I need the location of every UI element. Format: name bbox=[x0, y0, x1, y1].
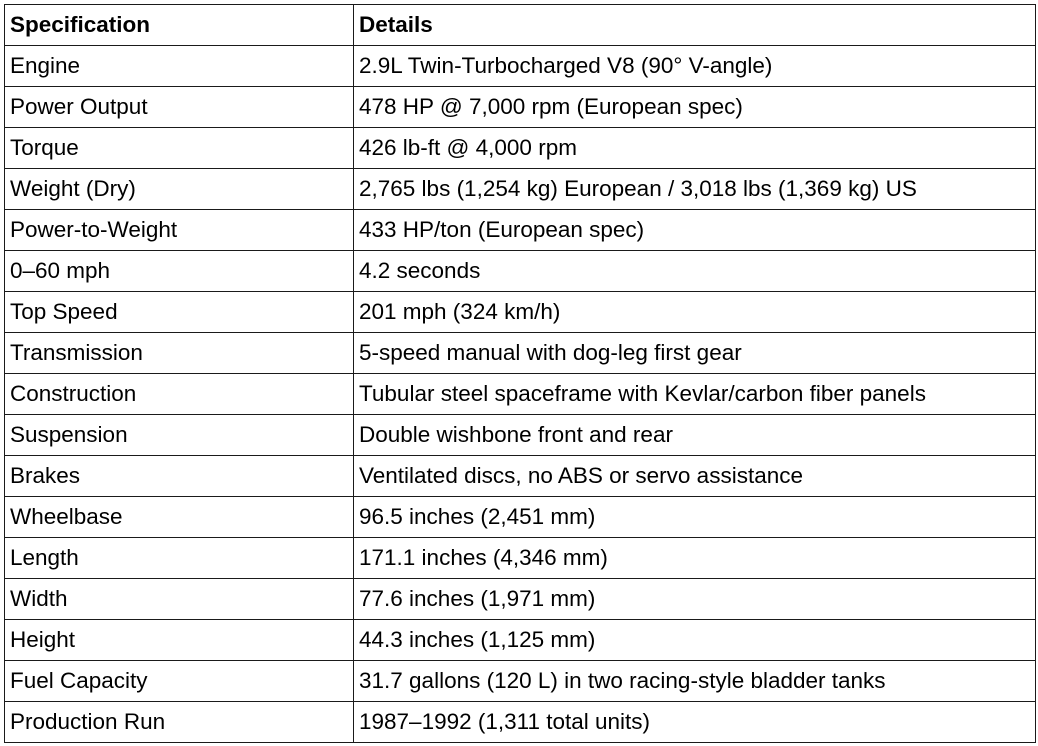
spec-name-cell: Weight (Dry) bbox=[5, 169, 354, 210]
header-row bbox=[5, 5, 1036, 46]
spec-name-cell: Transmission bbox=[5, 333, 354, 374]
spec-name-cell: 0–60 mph bbox=[5, 251, 354, 292]
spec-name-cell: Suspension bbox=[5, 415, 354, 456]
spec-name-cell: Top Speed bbox=[5, 292, 354, 333]
table-row bbox=[5, 87, 1036, 128]
table-body bbox=[5, 46, 1036, 743]
spec-detail-cell: 44.3 inches (1,125 mm) bbox=[354, 620, 1036, 661]
spec-detail-cell: 31.7 gallons (120 L) in two racing-style bladder tanks bbox=[354, 661, 1036, 702]
spec-detail-cell: 4.2 seconds bbox=[354, 251, 1036, 292]
spec-name-cell: Construction bbox=[5, 374, 354, 415]
table-row bbox=[5, 456, 1036, 497]
spec-name-cell: Brakes bbox=[5, 456, 354, 497]
header-details: Details bbox=[354, 5, 1036, 46]
spec-detail-cell: 5-speed manual with dog-leg first gear bbox=[354, 333, 1036, 374]
spec-detail-cell: Tubular steel spaceframe with Kevlar/carbon fiber panels bbox=[354, 374, 1036, 415]
spec-name-cell: Length bbox=[5, 538, 354, 579]
spec-detail-cell: 2,765 lbs (1,254 kg) European / 3,018 lbs (1,369 kg) US bbox=[354, 169, 1036, 210]
table-row bbox=[5, 661, 1036, 702]
spec-name-cell: Fuel Capacity bbox=[5, 661, 354, 702]
table-row bbox=[5, 415, 1036, 456]
spec-name-cell: Engine bbox=[5, 46, 354, 87]
table-row bbox=[5, 620, 1036, 661]
spec-name-cell: Production Run bbox=[5, 702, 354, 743]
specification-table bbox=[4, 4, 1036, 743]
table-row bbox=[5, 538, 1036, 579]
table-header bbox=[5, 5, 1036, 46]
spec-detail-cell: 426 lb-ft @ 4,000 rpm bbox=[354, 128, 1036, 169]
table-row bbox=[5, 333, 1036, 374]
spec-detail-cell: 478 HP @ 7,000 rpm (European spec) bbox=[354, 87, 1036, 128]
spec-detail-cell: Ventilated discs, no ABS or servo assistance bbox=[354, 456, 1036, 497]
spec-name-cell: Torque bbox=[5, 128, 354, 169]
table-row bbox=[5, 46, 1036, 87]
table-row bbox=[5, 128, 1036, 169]
spec-detail-cell: 2.9L Twin-Turbocharged V8 (90° V-angle) bbox=[354, 46, 1036, 87]
table-row bbox=[5, 292, 1036, 333]
spec-detail-cell: 1987–1992 (1,311 total units) bbox=[354, 702, 1036, 743]
spec-name-cell: Power-to-Weight bbox=[5, 210, 354, 251]
table-row bbox=[5, 210, 1036, 251]
spec-name-cell: Height bbox=[5, 620, 354, 661]
spec-name-cell: Power Output bbox=[5, 87, 354, 128]
table-row bbox=[5, 251, 1036, 292]
spec-name-cell: Wheelbase bbox=[5, 497, 354, 538]
table-row bbox=[5, 374, 1036, 415]
header-specification: Specification bbox=[5, 5, 354, 46]
table-row bbox=[5, 579, 1036, 620]
spec-detail-cell: Double wishbone front and rear bbox=[354, 415, 1036, 456]
spec-name-cell: Width bbox=[5, 579, 354, 620]
table-row bbox=[5, 169, 1036, 210]
spec-detail-cell: 171.1 inches (4,346 mm) bbox=[354, 538, 1036, 579]
spec-detail-cell: 433 HP/ton (European spec) bbox=[354, 210, 1036, 251]
spec-detail-cell: 96.5 inches (2,451 mm) bbox=[354, 497, 1036, 538]
spec-detail-cell: 77.6 inches (1,971 mm) bbox=[354, 579, 1036, 620]
table-row bbox=[5, 497, 1036, 538]
table-row bbox=[5, 702, 1036, 743]
spec-detail-cell: 201 mph (324 km/h) bbox=[354, 292, 1036, 333]
